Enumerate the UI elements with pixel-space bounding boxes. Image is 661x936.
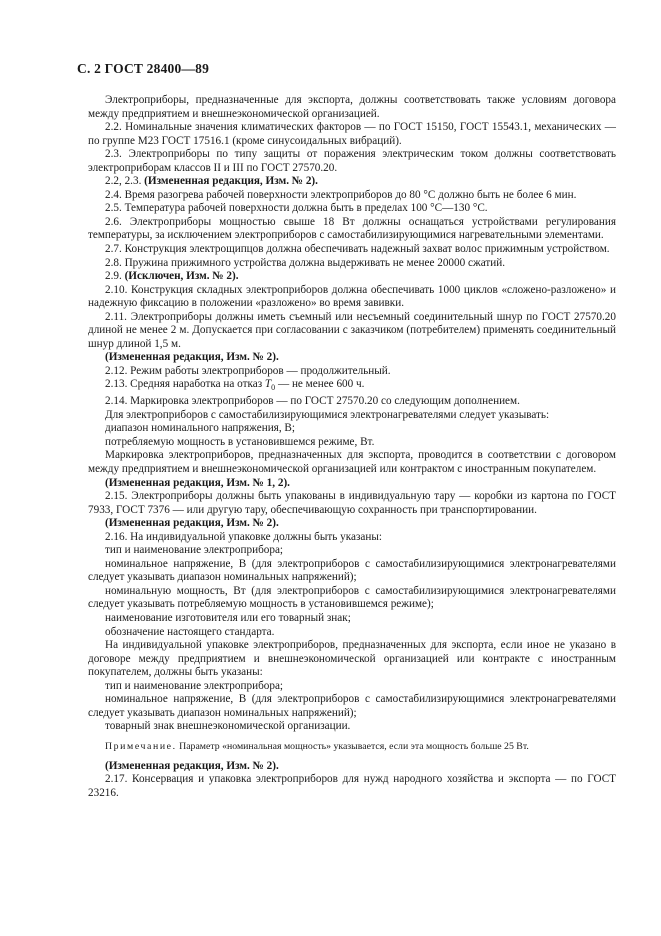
paragraph: На индивидуальной упаковке электроприборов, предназначенных для экспорта, если иное не указано в договоре между предприятием и внешнеэкономической организацией или контракте с иностранным покупателем, должны быть указаны:	[88, 639, 616, 679]
paragraph: 2.4. Время разогрева рабочей поверхности электроприборов до 80 °С должно быть не более 6 мин.	[105, 188, 577, 201]
list-item: товарный знак внешнеэкономической организации.	[105, 720, 351, 733]
list-item: обозначение настоящего стандарта.	[105, 625, 275, 638]
paragraph	[88, 270, 616, 284]
amendment-note: (Исключен, Изм. № 2).	[124, 270, 239, 283]
paragraph: 2.8. Пружина прижимного устройства должна выдерживать не менее 20000 сжатий.	[105, 256, 506, 269]
list-item: тип и наименование электроприбора;	[105, 544, 284, 557]
amendment-note: (Измененная редакция, Изм. № 2).	[144, 175, 318, 188]
paragraph: 2.5. Температура рабочей поверхности должна быть в пределах 100 °С—130 °С.	[105, 202, 488, 215]
paragraph: 2.7. Конструкция электрощипцов должна обеспечивать надежный захват волос прижимным устройством.	[105, 243, 610, 256]
list-item: потребляемую мощность в установившемся режиме, Вт.	[105, 435, 375, 448]
paragraph: 2.6. Электроприборы мощностью свыше 18 Вт должны оснащаться устройствами регулирования температуры, за исключением электроприборов с самостабилизирующимися нагревательными элементами.	[88, 215, 616, 242]
amendment-note: (Измененная редакция, Изм. № 2).	[105, 517, 279, 530]
amendment-note: (Измененная редакция, Изм. № 1, 2).	[105, 476, 290, 489]
document-body	[88, 94, 616, 801]
paragraph: Для электроприборов с самостабилизирующимися электронагревателями следует указывать:	[105, 408, 550, 421]
note-label: Примечание.	[105, 740, 177, 752]
paragraph	[88, 175, 616, 189]
paragraph: Электроприборы, предназначенные для экспорта, должны соответствовать также условиям договора между предприятием и внешнеэкономической организацией.	[88, 94, 616, 120]
note-text: Параметр «номинальная мощность» указывается, если эта мощность больше 25 Вт.	[176, 740, 529, 752]
amendment-note: (Измененная редакция, Изм. № 2).	[105, 759, 279, 772]
list-item: тип и наименование электроприбора;	[105, 679, 284, 692]
list-item: наименование изготовителя или его товарный знак;	[105, 612, 351, 625]
symbol-t: T	[264, 378, 272, 391]
note	[88, 740, 616, 753]
paragraph: 2.14. Маркировка электроприборов — по ГОСТ 27570.20 со следующим дополнением.	[105, 395, 520, 408]
paragraph: 2.16. На индивидуальной упаковке должны быть указаны:	[105, 530, 382, 543]
page-header: С. 2 ГОСТ 28400—89	[77, 61, 210, 76]
paragraph: 2.2. Номинальные значения климатических факторов — по ГОСТ 15150, ГОСТ 15543.1, механических — по группе М23 ГОСТ 17516.1 (кроме синусоидальных вибраций).	[88, 121, 616, 147]
paragraph: Маркировка электроприборов, предназначенных для экспорта, проводится в соответствии с договором между предприятием и внешнеэкономической организацией или контрактом с иностранным покупателем.	[88, 449, 616, 475]
paragraph: 2.15. Электроприборы должны быть упакованы в индивидуальную тару — коробки из картона по ГОСТ 7933, ГОСТ 7376 — или другую тару, обеспечивающую сохранность при транспортировании.	[88, 490, 616, 516]
paragraph: 2.13. Средняя наработка на отказ $T_0$ — не менее 600 ч.	[105, 378, 365, 393]
amendment-note: (Измененная редакция, Изм. № 2).	[105, 351, 279, 364]
symbol-subscript: 0	[271, 383, 276, 393]
list-item: номинальное напряжение, В (для электроприборов с самостабилизирующимися электронагревателями следует указывать диапазон номинальных напряжений);	[88, 693, 616, 719]
list-item: номинальное напряжение, В (для электроприборов с самостабилизирующимися электронагревателями следует указывать диапазон номинальных напряжений);	[88, 557, 616, 584]
clause-number: 2.2, 2.3.	[105, 175, 145, 188]
clause-number: 2.9.	[105, 270, 125, 283]
paragraph: 2.11. Электроприборы должны иметь съемный или несъемный соединительный шнур по ГОСТ 27570.20 длиной не менее 2 м. Допускается при согласовании с заказчиком (потребителем) применять соединительный шнур длиной 1,5 м.	[88, 310, 616, 350]
list-item: диапазон номинального напряжения, В;	[105, 422, 295, 435]
paragraph: 2.3. Электроприборы по типу защиты от поражения электрическим током должны соответствовать электроприборам классов II и III по ГОСТ 27570.20.	[88, 148, 616, 174]
paragraph: 2.12. Режим работы электроприборов — продолжительный.	[105, 364, 391, 377]
paragraph: 2.17. Консервация и упаковка электроприборов для нужд народного хозяйства и экспорта — по ГОСТ 23216.	[88, 773, 616, 800]
paragraph: 2.10. Конструкция складных электроприборов должна обеспечивать 1000 циклов «сложено-разложено» и надежную фиксацию в положении «разложено» во время завивки.	[88, 283, 616, 310]
list-item: номинальную мощность, Вт (для электроприборов с самостабилизирующимися электронагревателями следует указывать потребляемую мощность в установившемся режиме);	[88, 584, 616, 611]
